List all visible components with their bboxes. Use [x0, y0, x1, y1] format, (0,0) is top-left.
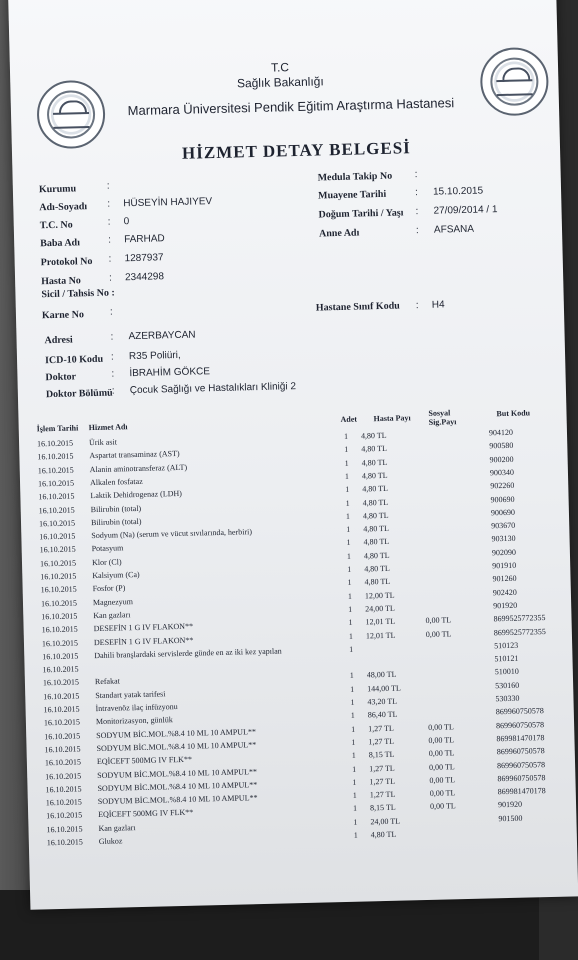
- row-qty: 1: [347, 578, 352, 588]
- row-date: 16.10.2015: [46, 810, 83, 821]
- row-date: 16.10.2015: [37, 465, 74, 476]
- header-hospital: Marmara Üniversitesi Pendik Eğitim Araştırma Hastanesi: [127, 95, 455, 119]
- row-service: Refakat: [94, 676, 120, 687]
- row-qty: 1: [344, 445, 349, 455]
- row-date: 16.10.2015: [38, 491, 75, 502]
- row-service: EQİCEFT 500MG IV FLK**: [98, 808, 194, 820]
- row-date: 16.10.2015: [39, 544, 76, 555]
- class-code-value: H4: [431, 299, 445, 311]
- patient-field-value: FARHAD: [124, 233, 165, 246]
- row-date: 16.10.2015: [44, 757, 81, 768]
- row-code: 900690: [490, 507, 516, 518]
- row-share: 8,15 TL: [369, 803, 396, 813]
- row-date: 16.10.2015: [45, 770, 82, 781]
- patient-field-value: 0: [123, 216, 130, 228]
- row-service: Aspartat transaminaz (AST): [89, 449, 180, 461]
- row-code: 869981470178: [496, 733, 545, 744]
- row-qty: 1: [352, 790, 357, 800]
- patient-field-sep: :: [107, 198, 111, 210]
- row-share: 4,80 TL: [361, 457, 388, 468]
- patient-field-sep: :: [109, 306, 113, 318]
- row-insurance: 0,00 TL: [429, 788, 456, 799]
- row-share: 4,80 TL: [363, 523, 390, 534]
- row-qty: 1: [351, 737, 356, 747]
- row-service: SODYUM BİC.MOL.%8.4 10 ML 10 AMPUL**: [97, 766, 257, 780]
- row-insurance: 0,00 TL: [428, 761, 455, 772]
- row-qty: 1: [349, 671, 354, 681]
- row-insurance: 0,00 TL: [428, 721, 454, 732]
- row-share: 4,80 TL: [363, 550, 390, 561]
- row-share: 4,80 TL: [370, 829, 397, 840]
- row-date: 16.10.2015: [45, 797, 82, 808]
- row-date: 16.10.2015: [43, 691, 80, 702]
- row-service: Ürik asit: [88, 437, 117, 448]
- row-insurance: 0,00 TL: [429, 801, 456, 812]
- row-qty: 1: [350, 697, 355, 707]
- row-date: 16.10.2015: [42, 677, 80, 688]
- patient-field-value: 15.10.2015: [432, 185, 484, 198]
- row-code: 901260: [492, 574, 517, 584]
- row-service: Sodyum (Na) (serum ve vücut sıvılarında, herbiri): [91, 527, 253, 541]
- row-date: 16.10.2015: [41, 624, 78, 635]
- patient-field-sep: :: [106, 180, 110, 192]
- row-date: 16.10.2015: [44, 731, 81, 741]
- patient-field-label: Sicil / Tahsis No :: [41, 287, 115, 301]
- row-share: 8,15 TL: [368, 749, 395, 760]
- row-code: 869960750578: [497, 772, 546, 784]
- row-code: 901920: [497, 800, 523, 810]
- row-date: 16.10.2015: [40, 584, 77, 595]
- row-date: 16.10.2015: [36, 438, 74, 449]
- row-share: 4,80 TL: [364, 577, 391, 587]
- row-code: 903670: [491, 520, 516, 531]
- patient-field-sep: :: [414, 187, 418, 199]
- col-insurance-header: Sosyal Sig.Payı: [428, 408, 457, 427]
- row-service: Dahili branşlardaki servislerde günde en az iki kez yapılan: [94, 646, 282, 660]
- detail-field-sep: :: [111, 368, 115, 380]
- row-service: DESEFİN 1 G IV FLAKON**: [93, 635, 194, 647]
- row-service: Fosfor (P): [92, 583, 126, 594]
- row-qty: 1: [350, 711, 355, 721]
- row-share: 4,80 TL: [363, 537, 390, 547]
- row-share: 48,00 TL: [366, 670, 397, 680]
- row-share: 4,80 TL: [360, 430, 387, 441]
- row-code: 904120: [488, 427, 514, 438]
- row-service: Standart yatak tarifesi: [95, 689, 166, 700]
- row-code: 900580: [489, 441, 514, 451]
- row-code: 8699525772355: [493, 613, 546, 624]
- row-service: SODYUM BİC.MOL.%8.4 10 ML 10 AMPUL**: [97, 793, 258, 807]
- row-date: 16.10.2015: [37, 451, 74, 462]
- row-service: Kalsiyum (Ca): [92, 569, 140, 581]
- row-qty: 1: [343, 431, 349, 441]
- col-code-header: But Kodu: [496, 408, 531, 419]
- row-qty: 1: [351, 750, 356, 761]
- row-code: 510010: [494, 667, 519, 677]
- row-code: 869960750578: [496, 759, 546, 770]
- class-code-sep: :: [415, 300, 419, 312]
- row-code: 510121: [494, 653, 519, 664]
- row-date: 16.10.2015: [40, 571, 77, 582]
- patient-field-label: Karne No: [41, 309, 85, 322]
- row-date: 16.10.2015: [39, 558, 77, 569]
- row-qty: 1: [348, 617, 353, 628]
- detail-field-value: R35 Poliüri,: [128, 349, 181, 363]
- row-share: 12,01 TL: [365, 616, 396, 627]
- row-service: SODYUM BİC.MOL.%8.4 10 ML 10 AMPUL**: [96, 726, 257, 740]
- row-share: 4,80 TL: [361, 444, 388, 454]
- row-share: 4,80 TL: [362, 497, 389, 507]
- hospital-logo-right: [480, 47, 550, 117]
- row-qty: 1: [352, 777, 357, 787]
- row-qty: 1: [344, 458, 349, 468]
- document-page: [8, 0, 578, 910]
- detail-field-sep: :: [111, 385, 115, 397]
- detail-field-label: Doktor: [45, 371, 77, 384]
- row-service: Klor (Cl): [91, 557, 122, 567]
- row-code: 901920: [493, 600, 518, 611]
- row-qty: 1: [348, 631, 353, 641]
- hospital-logo-left: [36, 80, 106, 150]
- col-service-header: Hizmet Adı: [88, 422, 128, 433]
- patient-field-value: HÜSEYİN HAJIYEV: [123, 196, 213, 210]
- row-insurance: 0,00 TL: [428, 735, 455, 745]
- row-date: 16.10.2015: [41, 637, 79, 648]
- patient-field-label: Hasta No: [41, 275, 81, 288]
- row-code: 510123: [494, 640, 519, 651]
- row-qty: 1: [347, 591, 353, 601]
- patient-field-label: Baba Adı: [40, 237, 81, 250]
- row-share: 4,80 TL: [362, 510, 389, 521]
- row-service: SODYUM BİC.MOL.%8.4 10 ML 10 AMPUL**: [96, 740, 257, 753]
- row-qty: 1: [345, 484, 350, 495]
- row-code: 869960750578: [495, 706, 544, 717]
- row-qty: 1: [352, 804, 358, 814]
- patient-field-label: T.C. No: [39, 219, 73, 232]
- row-code: 903130: [491, 534, 516, 544]
- header-tc: T.C: [270, 60, 290, 75]
- row-service: Potasyum: [91, 543, 124, 554]
- patient-field-label: Kurumu: [38, 183, 77, 196]
- patient-field-sep: :: [415, 206, 419, 218]
- row-code: 530330: [495, 693, 520, 704]
- row-service: SODYUM BİC.MOL.%8.4 10 ML 10 AMPUL**: [97, 779, 258, 793]
- row-share: 1,27 TL: [368, 723, 394, 734]
- row-qty: 1: [353, 817, 358, 827]
- row-date: 16.10.2015: [46, 824, 83, 834]
- row-qty: 1: [352, 764, 357, 774]
- row-qty: 1: [351, 724, 356, 734]
- patient-field-sep: :: [108, 234, 112, 246]
- row-qty: 1: [346, 524, 351, 534]
- row-service: DESEFİN 1 G IV FLAKON**: [93, 621, 194, 634]
- row-code: 900340: [489, 467, 515, 478]
- patient-field-label: Anne Adı: [318, 227, 360, 240]
- patient-field-sep: :: [414, 169, 418, 181]
- row-qty: 1: [347, 564, 352, 574]
- patient-field-label: Adı-Soyadı: [39, 201, 88, 214]
- row-code: 902260: [490, 480, 515, 491]
- row-qty: 1: [345, 498, 350, 508]
- patient-field-value: 1287937: [124, 252, 164, 265]
- row-code: 901910: [492, 560, 517, 571]
- col-qty-header: Adet: [340, 414, 358, 425]
- row-code: 869960750578: [496, 746, 545, 757]
- row-insurance: 0,00 TL: [425, 615, 452, 626]
- row-date: 16.10.2015: [39, 531, 76, 542]
- row-qty: 1: [353, 830, 358, 840]
- row-service: Alkalen fosfataz: [89, 476, 143, 488]
- patient-field-value: 27/09/2014 / 1: [433, 204, 498, 217]
- row-share: 1,27 TL: [369, 763, 395, 773]
- row-share: 144,00 TL: [367, 683, 401, 694]
- row-service: Bilirubin (total): [90, 516, 142, 527]
- row-share: 1,27 TL: [369, 776, 396, 787]
- header-ministry: Sağlık Bakanlığı: [236, 74, 324, 91]
- patient-field-value: AFSANA: [433, 223, 475, 236]
- row-code: 869960750578: [496, 719, 545, 730]
- row-share: 1,27 TL: [368, 736, 395, 747]
- row-code: 902090: [491, 547, 516, 558]
- row-insurance: 0,00 TL: [428, 748, 455, 759]
- row-qty: 1: [344, 471, 350, 481]
- row-share: 12,01 TL: [365, 630, 396, 640]
- class-code-label: Hastane Sınıf Kodu: [315, 300, 400, 314]
- row-qty: 1: [348, 604, 353, 614]
- row-service: İntravenöz ilaç infüzyonu: [95, 702, 178, 714]
- col-date-header: İşlem Tarihi: [36, 423, 79, 434]
- patient-field-label: Protokol No: [40, 256, 93, 269]
- row-date: 16.10.2015: [43, 717, 81, 728]
- detail-field-sep: :: [110, 331, 114, 343]
- detail-field-label: ICD-10 Kodu: [44, 353, 104, 367]
- row-share: 86,40 TL: [367, 709, 398, 720]
- row-code: 900690: [490, 494, 515, 504]
- patient-field-label: Medula Takip No: [317, 170, 393, 184]
- row-date: 16.10.2015: [37, 478, 75, 489]
- row-service: Magnezyum: [92, 596, 134, 607]
- row-share: 12,00 TL: [364, 590, 395, 601]
- patient-field-sep: :: [108, 253, 112, 265]
- detail-field-sep: :: [110, 351, 114, 363]
- row-service: Laktik Dehidrogenaz (LDH): [90, 489, 182, 501]
- document-title: HİZMET DETAY BELGESİ: [181, 138, 412, 163]
- row-service: Glukoz: [98, 836, 123, 847]
- row-date: 16.10.2015: [43, 704, 80, 715]
- row-qty: 1: [346, 551, 352, 561]
- row-date: 16.10.2015: [42, 664, 79, 675]
- row-service: Monitorizasyon, günlük: [95, 715, 173, 727]
- row-code: 8699525772355: [493, 626, 546, 637]
- patient-field-label: Muayene Tarihi: [317, 188, 387, 202]
- patient-field-label: Doğum Tarihi / Yaşı: [318, 207, 404, 221]
- col-share-header: Hasta Payı: [373, 413, 411, 424]
- row-share: 4,80 TL: [361, 470, 388, 481]
- row-service: Alanin aminotransferaz (ALT): [89, 462, 188, 474]
- detail-field-label: Adresi: [44, 334, 73, 347]
- patient-field-value: 2344298: [124, 271, 165, 284]
- row-share: 1,27 TL: [369, 789, 396, 800]
- patient-field-sep: :: [415, 225, 419, 237]
- row-share: 4,80 TL: [362, 484, 389, 494]
- row-code: 869981470178: [497, 786, 546, 797]
- row-service: Kan gazları: [93, 610, 131, 620]
- row-qty: 1: [345, 511, 351, 521]
- row-date: 16.10.2015: [41, 611, 78, 622]
- row-share: 24,00 TL: [370, 816, 401, 827]
- row-insurance: 0,00 TL: [425, 628, 452, 639]
- patient-field-sep: :: [108, 272, 112, 284]
- row-date: 16.10.2015: [45, 784, 82, 795]
- row-share: 24,00 TL: [365, 603, 395, 614]
- patient-field-sep: :: [107, 216, 111, 228]
- row-date: 16.10.2015: [44, 744, 81, 755]
- row-date: 16.10.2015: [38, 518, 76, 529]
- row-code: 902420: [492, 587, 517, 597]
- row-qty: 1: [350, 684, 355, 694]
- row-date: 16.10.2015: [46, 837, 83, 848]
- row-date: 16.10.2015: [42, 651, 79, 662]
- detail-field-value: Çocuk Sağlığı ve Hastalıkları Kliniği 2: [129, 381, 297, 397]
- detail-field-value: AZERBAYCAN: [128, 329, 196, 343]
- row-qty: 1: [349, 644, 354, 654]
- row-code: 901500: [498, 813, 523, 823]
- row-service: Kan gazları: [98, 822, 136, 833]
- row-share: 4,80 TL: [364, 563, 390, 574]
- row-code: 900200: [489, 454, 514, 464]
- row-service: EQİCEFT 500MG IV FLK**: [96, 754, 193, 767]
- row-service: Bilirubin (total): [90, 503, 142, 514]
- row-date: 16.10.2015: [38, 505, 75, 515]
- row-date: 16.10.2015: [40, 598, 78, 608]
- row-code: 530160: [495, 680, 520, 690]
- detail-field-value: İBRAHİM GÖKCE: [129, 366, 211, 380]
- row-insurance: 0,00 TL: [429, 775, 456, 785]
- row-share: 43,20 TL: [367, 696, 398, 707]
- detail-field-label: Doktor Bölümü: [45, 387, 113, 401]
- row-qty: 1: [346, 538, 351, 548]
